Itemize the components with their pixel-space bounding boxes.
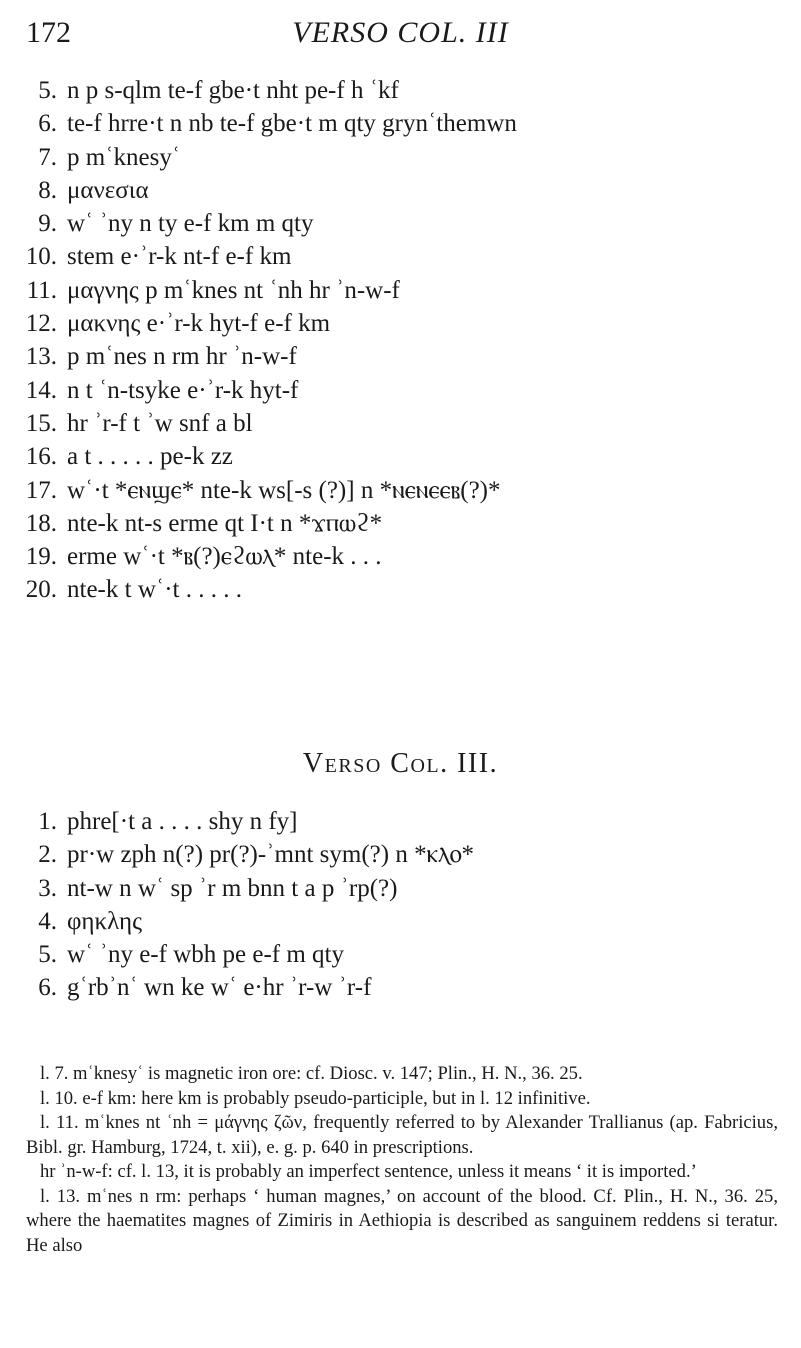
line-text: μαγνης p mʿknes nt ʿnh hr ʾn-w-f — [67, 276, 400, 304]
text-line — [24, 340, 784, 373]
text-line — [24, 838, 784, 871]
line-text: stem e·ʾr-k nt-f e-f km — [67, 243, 292, 271]
line-text: wʿ ʾny e-f wbh pe e-f m qty — [67, 941, 344, 969]
recto-lines — [24, 74, 784, 607]
text-line — [24, 74, 784, 107]
line-text: nt-w n wʿ sp ʾr m bnn t a p ʾrp(?) — [67, 874, 398, 902]
line-text: p mʿnes n rm hr ʾn-w-f — [67, 343, 297, 371]
footnotes — [26, 1062, 778, 1258]
line-number: 15. — [25, 409, 57, 437]
line-number: 5. — [38, 941, 57, 969]
verso-lines — [24, 805, 784, 1005]
text-line — [24, 374, 784, 407]
line-text: nte-k nt-s erme qt I·t n *ϫⲡⲱϩ* — [67, 509, 383, 537]
text-line — [24, 274, 784, 307]
line-text: n t ʿn-tsyke e·ʾr-k hyt-f — [67, 376, 299, 404]
text-line — [24, 805, 784, 838]
line-text: wʿ·t *ⲉⲛϣⲉ* nte-k ws[-s (?)] n *ⲛⲉⲛⲉⲉⲃ(?)* — [67, 476, 501, 504]
line-number: 1. — [38, 808, 57, 835]
text-line — [24, 540, 784, 573]
line-number: 6. — [38, 110, 57, 138]
text-line — [24, 507, 784, 540]
line-number: 19. — [25, 543, 57, 571]
page-number: 172 — [26, 16, 71, 49]
line-number: 8. — [38, 176, 57, 204]
line-number: 16. — [25, 443, 57, 471]
text-line — [24, 474, 784, 507]
footnote: l. 10. e-f km: here km is probably pseudo-participle, but in l. 12 infinitive. — [40, 1087, 591, 1109]
footnote: l. 11. mʿknes nt ʿnh = μάγνης ζῶν, frequently referred to by Alexander Trallianus (ap. Fabricius, Bibl. gr. Hamburg, 1724, t. xii), e. g. p. 640 in prescriptions. — [26, 1112, 778, 1158]
line-number: 18. — [25, 509, 57, 537]
text-line — [24, 107, 784, 140]
footnote: l. 13. mʿnes n rm: perhaps ‘ human magnes,’ on account of the blood. Cf. Plin., H. N., 36. 25, where the haematites magnes of Zimiris in Aethiopia is described as sanguinem reddens si teratur. He also — [26, 1185, 778, 1256]
line-number: 20. — [25, 576, 57, 604]
line-number: 3. — [38, 874, 57, 902]
line-number: 9. — [38, 210, 57, 238]
line-number: 10. — [25, 243, 57, 271]
text-line — [24, 240, 784, 273]
text-line — [24, 407, 784, 440]
running-head: VERSO COL. III — [292, 16, 509, 49]
line-number: 7. — [38, 143, 57, 171]
text-line — [24, 141, 784, 174]
line-number: 4. — [38, 907, 57, 935]
line-text: p mʿknesyʿ — [67, 143, 181, 171]
text-line — [24, 207, 784, 240]
line-text: te-f hrre·t n nb te-f gbe·t m qty grynʿthemwn — [67, 110, 517, 138]
text-line — [24, 573, 784, 606]
section-heading: Verso Col. III. — [302, 748, 499, 779]
line-text: n p s-qlm te-f gbe·t nht pe-f h ʿkf — [67, 77, 399, 104]
line-text: hr ʾr-f t ʾw snf a bl — [67, 409, 253, 437]
line-text: gʿrbʾnʿ wn ke wʿ e·hr ʾr-w ʾr-f — [67, 974, 372, 1002]
line-text: a t . . . . . pe-k zz — [67, 443, 233, 471]
line-number: 2. — [38, 841, 57, 869]
text-line — [24, 905, 784, 938]
line-text: wʿ ʾny n ty e-f km m qty — [67, 210, 314, 238]
line-number: 11. — [26, 276, 57, 304]
text-line — [24, 971, 784, 1004]
text-line — [24, 307, 784, 340]
line-number: 13. — [25, 343, 57, 371]
line-number: 6. — [38, 974, 57, 1002]
line-number: 17. — [25, 476, 57, 504]
text-line — [24, 440, 784, 473]
line-number: 5. — [38, 77, 57, 104]
line-text: erme wʿ·t *ⲃ(?)ⲉϩⲱⲗ* nte-k . . . — [67, 543, 382, 571]
page-header — [26, 16, 775, 56]
line-number: 12. — [25, 310, 57, 338]
line-text: μακνης e·ʾr-k hyt-f e-f km — [67, 310, 331, 338]
line-text: nte-k t wʿ·t . . . . . — [67, 576, 242, 604]
line-text: φηκλης — [67, 907, 142, 935]
line-number: 14. — [25, 376, 57, 404]
footnote: hr ʾn-w-f: cf. l. 13, it is probably an imperfect sentence, unless it means ‘ it is imported.’ — [40, 1161, 697, 1182]
line-text: pr·w zph n(?) pr(?)-ʾmnt sym(?) n *ⲕⲗⲟ* — [67, 841, 475, 869]
line-text: phre[·t a . . . . shy n fy] — [67, 808, 298, 835]
text-line — [24, 938, 784, 971]
footnote: l. 7. mʿknesyʿ is magnetic iron ore: cf. Diosc. v. 147; Plin., H. N., 36. 25. — [40, 1063, 583, 1084]
text-line — [24, 872, 784, 905]
line-text: μανεσια — [67, 176, 149, 204]
text-line — [24, 174, 784, 207]
